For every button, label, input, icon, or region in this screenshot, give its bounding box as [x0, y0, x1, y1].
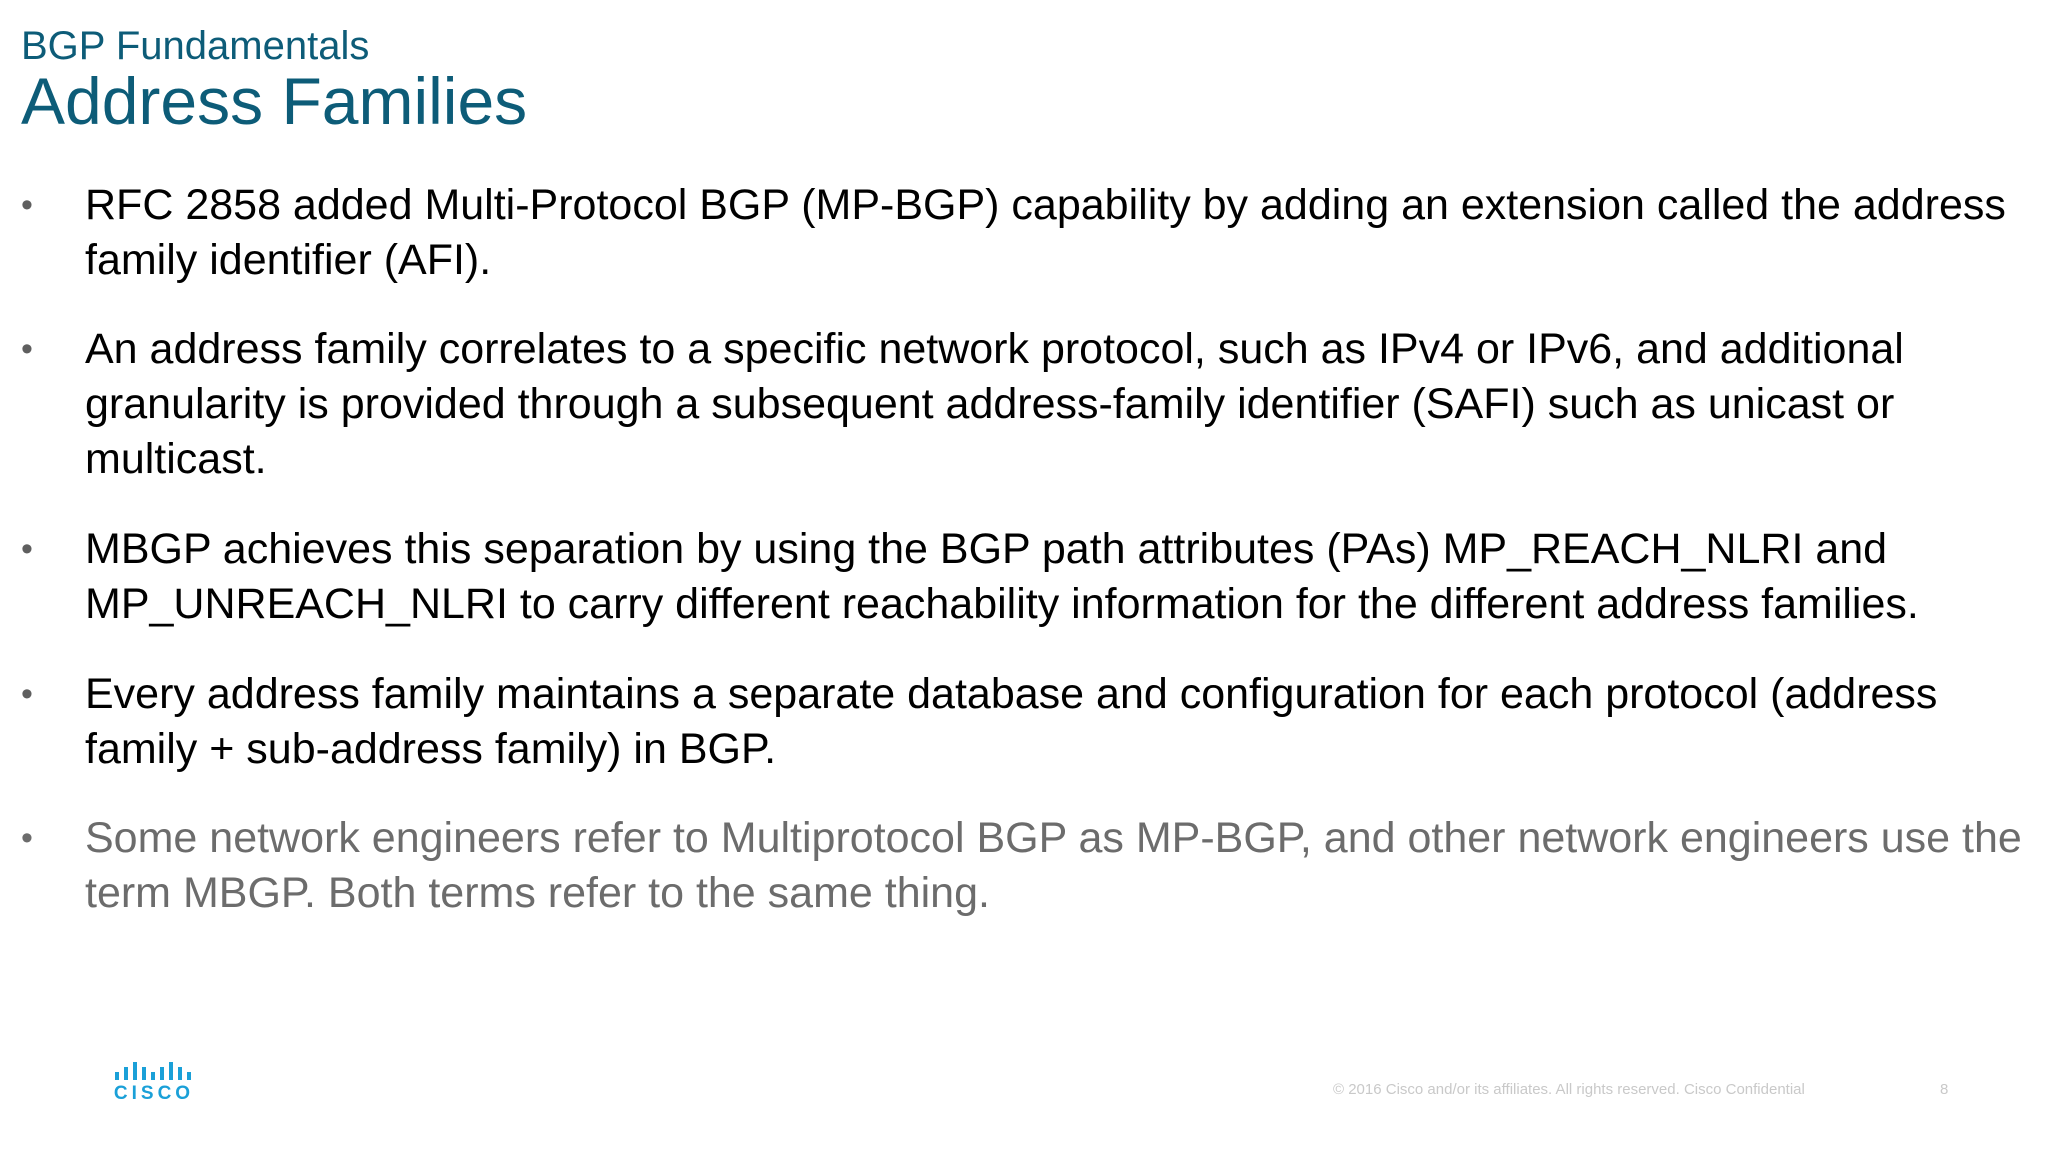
slide-title: Address Families	[21, 64, 528, 138]
page-number: 8	[1940, 1081, 1949, 1098]
bullet-marker: •	[21, 675, 33, 713]
bullet-marker: •	[21, 819, 33, 857]
bullet-text: RFC 2858 added Multi-Protocol BGP (MP-BGP) capability by adding an extension called the address family identifier (AFI).	[85, 181, 2006, 284]
cisco-logo-icon	[113, 1062, 195, 1082]
cisco-logo	[113, 1062, 195, 1102]
bullet-text: An address family correlates to a specific network protocol, such as IPv4 or IPv6, and additional granularity is provided through a subsequent address-family identifier (SAFI) such as unicast or multicast.	[85, 325, 1904, 483]
bullet-marker: •	[21, 530, 33, 568]
footer-copyright: © 2016 Cisco and/or its affiliates. All rights reserved. Cisco Confidential	[1333, 1081, 1805, 1098]
cisco-wordmark: CISCO	[113, 1083, 195, 1104]
bullet-text: Some network engineers refer to Multiprotocol BGP as MP-BGP, and other network engineers use the term MBGP. Both terms refer to the same thing.	[85, 814, 2022, 917]
bullet-marker: •	[21, 186, 33, 224]
bullet-text: MBGP achieves this separation by using the BGP path attributes (PAs) MP_REACH_NLRI and MP_UNREACH_NLRI to carry different reachability information for the different address families.	[85, 525, 1919, 628]
bullet-text: Every address family maintains a separate database and configuration for each protocol (address family + sub-address family) in BGP.	[85, 670, 1938, 773]
slide-section-label: BGP Fundamentals	[21, 24, 370, 68]
bullet-marker: •	[21, 330, 33, 368]
